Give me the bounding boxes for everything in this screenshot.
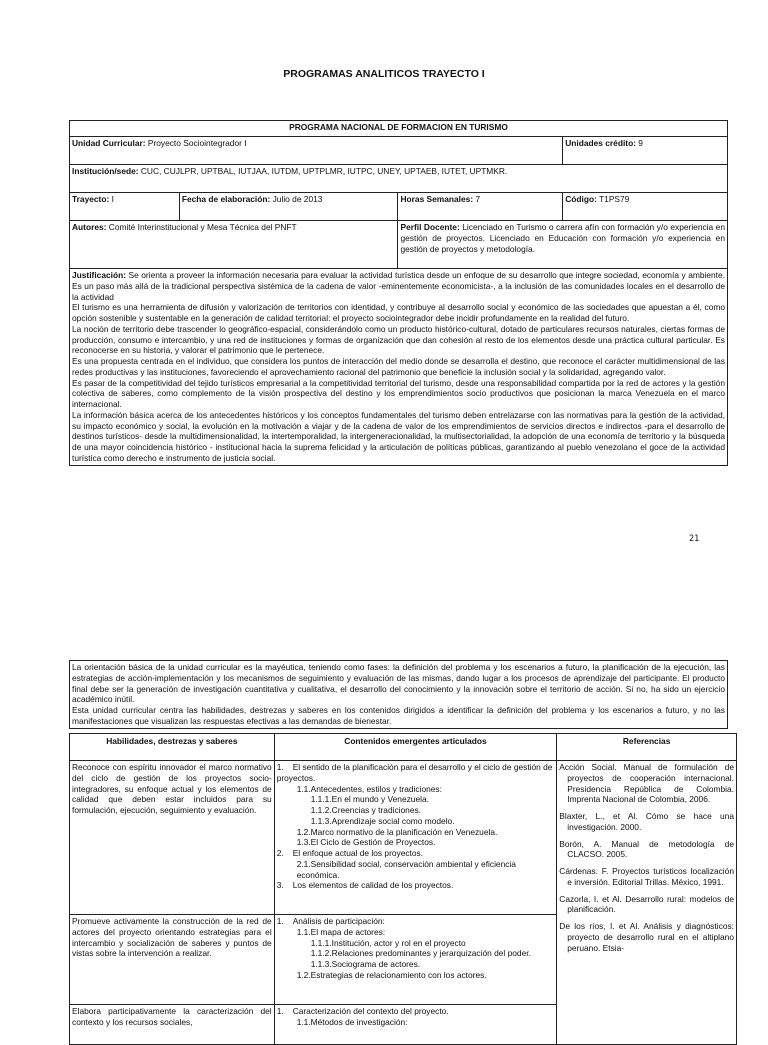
orientation-text: La orientación básica de la unidad curricular es la mayéutica, teniendo como fases: la definición del problema y los escenarios a futuro, la planificación de la ejecución, las estrategias de acción-implementación y los mecanismos de seguimiento y evaluación de las mismas, dando lugar a los procesos de aprendizaje del participante. El producto final debe ser la generación de investigación cuantitativa y cualitativa, el desarrollo del conocimiento y la innovación sobre el territorio de acción. Si no, ha sido un ejercicio académico inútil. Esta unidad curricular centra las habilidades, destrezas y saberes en los contenidos dirigidos a identificar la definición del problema y los escenarios a futuro, y no las manifestaciones que visualizan las respuestas efectivas a las demandas de bienestar. bbox=[70, 661, 728, 729]
trayecto-cell: Trayecto: I bbox=[70, 193, 180, 221]
reference-item: Acción Social. Manual de formulación de proyectos de cooperación internacional. Presidencia República de Colombia. Imprenta Nacional de Colombia, 2006. bbox=[559, 762, 734, 805]
contents-block-2: 1. Análisis de participación: 1.1.El mapa de actores: 1.1.1.Institución, actor y rol en el proyecto 1.1.2.Relaciones predominantes y jerarquización del poder. 1.1.3.Sociograma de actores. 1.2.Estrategias de relacionamiento con los actores. bbox=[274, 915, 557, 1005]
page-number: 21 bbox=[689, 534, 700, 544]
unidad-curricular-cell: Unidad Curricular: Proyecto Sociointegrador I bbox=[70, 137, 563, 165]
skill-3: Elabora participativamente la caracterización del contexto y los recursos sociales, bbox=[70, 1005, 275, 1045]
reference-item: Cárdenas. F. Proyectos turísticos localización e inversión. Editorial Trillas. México, 1991. bbox=[559, 866, 734, 887]
col-referencias: Referencias bbox=[557, 734, 737, 761]
fecha-cell: Fecha de elaboración: Julio de 2013 bbox=[179, 193, 398, 221]
skill-2: Promueve activamente la construcción de la red de actores del proyecto orientando estrategias para el intercambio y socialización de saberes y puntos de vistas sobre la intervención a realizar. bbox=[70, 915, 275, 1005]
orientation-table bbox=[69, 660, 728, 729]
codigo-cell: Código: T1PS79 bbox=[563, 193, 728, 221]
references-cell bbox=[557, 761, 737, 1045]
program-name: PROGRAMA NACIONAL DE FORMACION EN TURISMO bbox=[70, 121, 728, 137]
perfil-docente-cell: Perfil Docente: Licenciado en Turismo o carrera afín con formación y/o experiencia en gestión de proyectos. Licenciado en Educación con formación y/o experiencia en gestión de proyectos y metodología. bbox=[398, 221, 728, 269]
contents-table bbox=[69, 733, 737, 1045]
col-contenidos: Contenidos emergentes articulados bbox=[274, 734, 557, 761]
skill-1: Reconoce con espíritu innovador el marco normativo del ciclo de gestión de los proyectos sociointegradores, su enfoque actual y los elementos de calidad que deben estar incluidos para su formulación, ejecución, seguimiento y evaluación. bbox=[70, 761, 275, 915]
horas-cell: Horas Semanales: 7 bbox=[398, 193, 563, 221]
reference-item: Borón, A. Manual de metodología de CLACSO. 2005. bbox=[559, 838, 734, 860]
page-title: PROGRAMAS ANALITICOS TRAYECTO I bbox=[283, 68, 485, 80]
reference-item: De los ríos, I. et Al. Análisis y diagnósticos: proyecto de desarrollo rural en el altiplano peruano. Etsia- bbox=[559, 921, 734, 953]
contents-block-1: 1. El sentido de la planificación para el desarrollo y el ciclo de gestión de proyectos. 1.1.Antecedentes, estilos y tradiciones: 1.1.1.En el mundo y Venezuela. 1.1.2.Creencias y tradiciones. 1.1.3.Aprendizaje social como modelo. 1.2.Marco normativo de la planificación en Venezuela. 1.3.El Ciclo de Gestión de Proyectos. 2. El enfoque actual de los proyectos. 2.1.Sensibilidad social, conservación ambiental y eficiencia económica. 3. Los elementos de calidad de los proyectos. bbox=[274, 761, 557, 915]
program-info-table bbox=[69, 120, 728, 466]
institucion-cell: Institución/sede: CUC, CUJLPR, UPTBAL, IUTJAA, IUTDM, UPTPLMR, IUTPC, UNEY, UPTAEB, IUTET, UPTMKR. bbox=[70, 165, 728, 193]
justificacion-cell: Justificación: Se orienta a proveer la información necesaria para evaluar la actividad turística desde un enfoque de su desarrollo que integre sociedad, economía y ambiente. Es un paso más allá de la tradicional perspectiva sistémica de la cadena de valor -eminentemente economicista-, a la inclusión de las comunidades locales en el desarrollo de la actividad El turismo es una herramienta de difusión y valorización de territorios con identidad, y contribuye al desarrollo social y económico de las sociedades que apuestan a él, como opción sostenible y sustentable en la generación de calidad territorial: el proyecto sociointegrador debe incidir profundamente en la realidad del futuro. La noción de territorio debe trascender lo geográfico-espacial, considerándolo como un producto histórico-cultural, dotado de particulares recursos naturales, ciertas formas de producción, consumo e intercambio, y una red de instituciones y formas de organización que dan cohesión al resto de los elementos desde una práctica cultural particular. Es reconocerse en su historia, y valorar el patrimonio que le pertenece. Es una propuesta centrada en el individuo, que considera los puntos de interacción del medio donde se desarrolla el destino, que reconoce el carácter multidimensional de las redes productivas y las instituciones, favoreciendo el aprovechamiento racional del patrimonio que beneficie la inclusión social y la solidaridad, agregando valor. Es pasar de la competitividad del tejido turísticos empresarial a la competitividad territorial del turismo, desde una responsabilidad compartida por la red de actores y la gestión colectiva de saberes, como complemento de la visión prospectiva del destino y los emprendimientos socio productivos que posicionan la marca Venezuela en el marco internacional. La información básica acerca de los antecedentes históricos y los conceptos fundamentales del turismo deben entrelazarse con las normativas para la gestión de la actividad, su impacto económico y social, la evolución en la motivación a viajar y de la cadena de valor de los emprendimientos de servicios directos e indirectos -para el desarrollo de destinos turísticos- desde la multidimensionalidad, la intertemporalidad, la intergeneracionalidad, la multisectorialidad, la adopción de una economía de territorio y la búsqueda de una mayor coincidencia histórico - institucional hacia la suprema felicidad y la articulación de políticas públicas, garantizando al pueblo venezolano el goce de la actividad turística como derecho e instrumento de justicia social. bbox=[70, 269, 728, 466]
contents-block-3: 1. Caracterización del contexto del proyecto. 1.1.Métodos de investigación: bbox=[274, 1005, 557, 1045]
reference-item: Cazorla, I. et Al. Desarrollo rural: modelos de planificación. bbox=[559, 893, 734, 915]
reference-item: Blaxter, L., et Al. Cómo se hace una investigación. 2000. bbox=[559, 811, 734, 832]
autores-cell: Autores: Comité Interinstitucional y Mesa Técnica del PNFT bbox=[70, 221, 398, 269]
unidades-credito-cell: Unidades crédito: 9 bbox=[563, 137, 728, 165]
col-habilidades: Habilidades, destrezas y saberes bbox=[70, 734, 275, 761]
